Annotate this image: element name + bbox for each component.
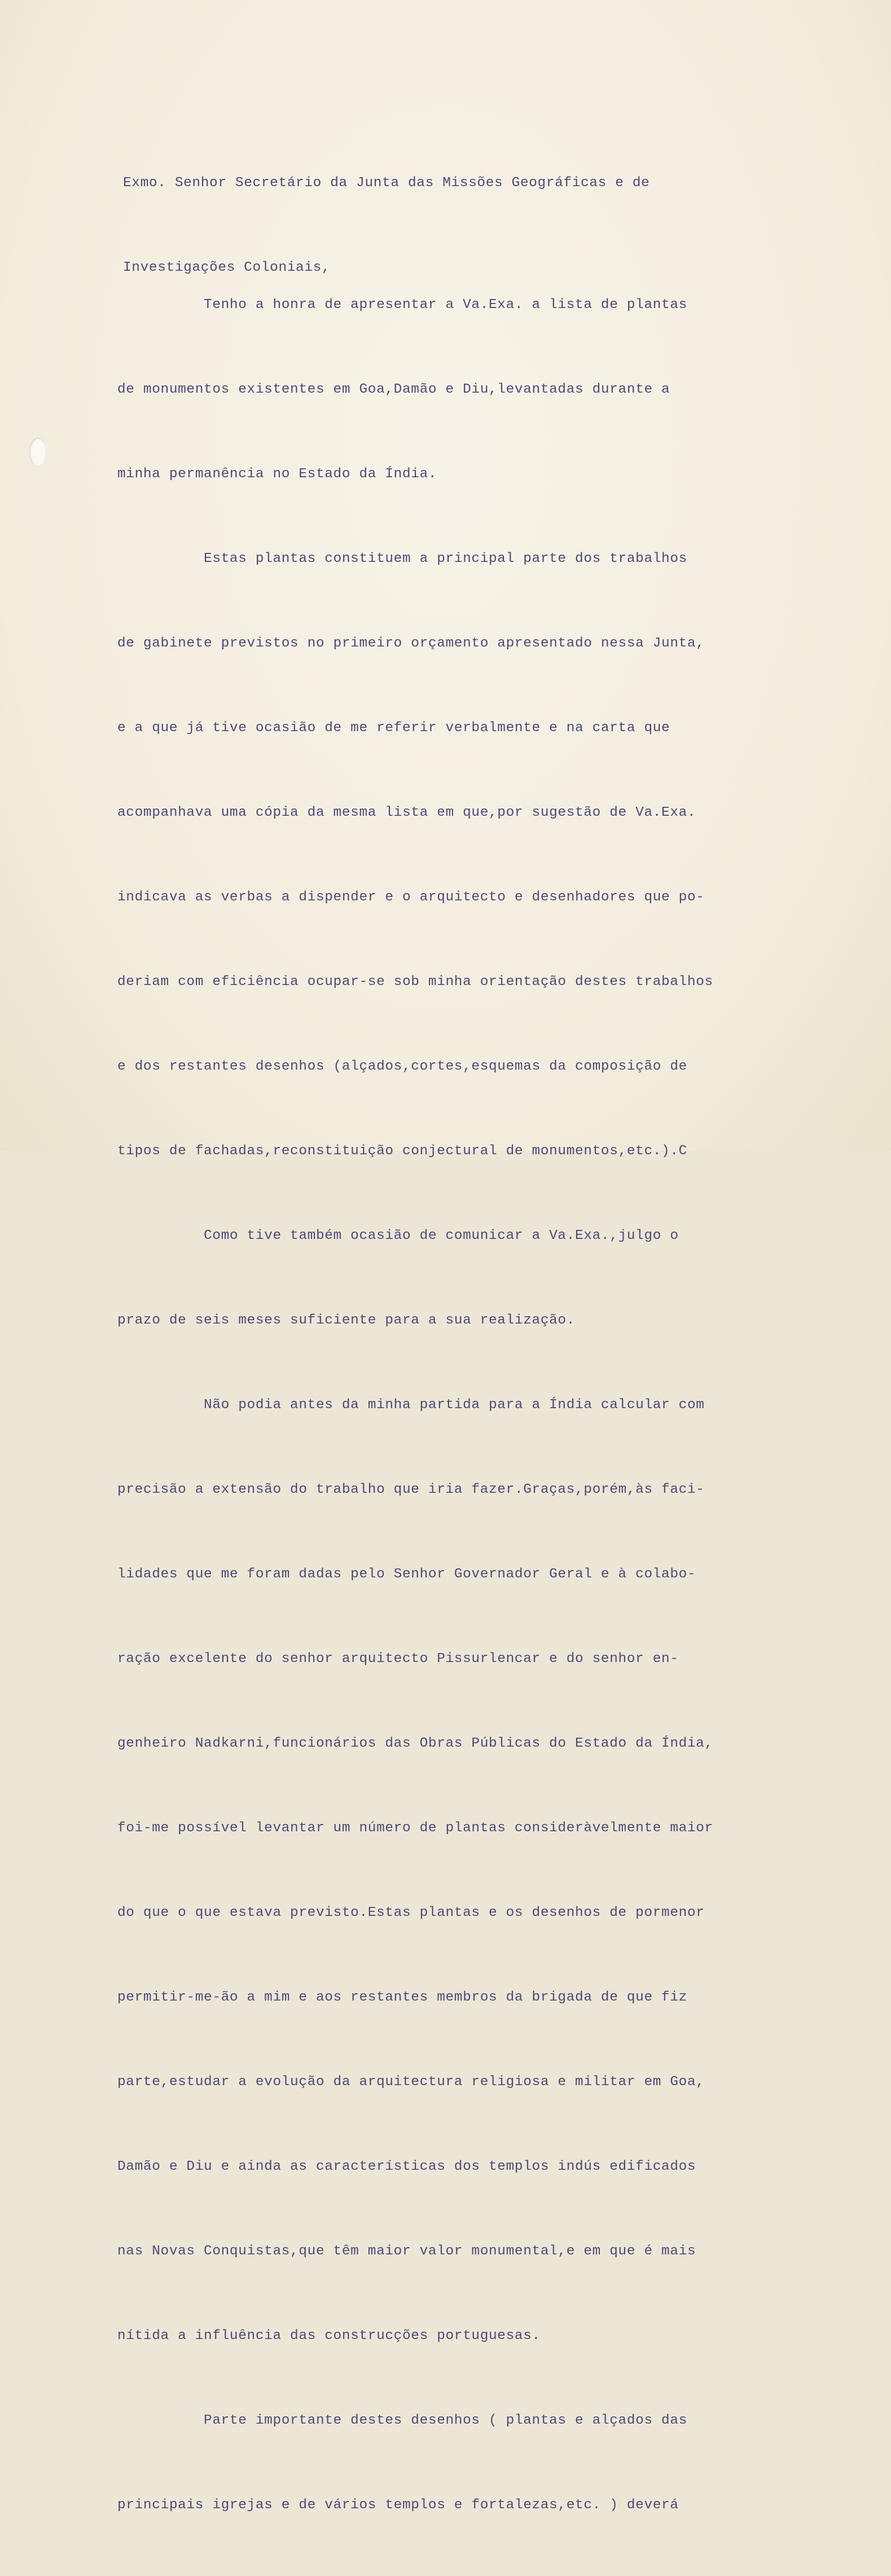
- body-line: Como tive também ocasião de comunicar a Va.Exa.,julgo o: [117, 1228, 679, 1243]
- body-line: nítida a influência das construcções portuguesas.: [117, 2328, 541, 2344]
- body-line: ração excelente do senhor arquitecto Pissurlencar e do senhor en-: [117, 1651, 679, 1667]
- body-line: tipos de fachadas,reconstituição conjectural de monumentos,etc.).C: [117, 1144, 687, 1159]
- body-line: acompanhava uma cópia da mesma lista em que,por sugestão de Va.Exa.: [117, 805, 696, 820]
- addressee-line: Investigações Coloniais,: [123, 260, 331, 275]
- body-line: Parte importante destes desenhos ( plantas e alçados das: [117, 2413, 687, 2428]
- body-line: genheiro Nadkarni,funcionários das Obras Públicas do Estado da Índia,: [117, 1736, 713, 1751]
- body-line: do que o que estava previsto.Estas plantas e os desenhos de pormenor: [117, 1905, 705, 1920]
- body-line: Não podia antes da minha partida para a Índia calcular com: [117, 1397, 705, 1413]
- body-line: e a que já tive ocasião de me referir verbalmente e na carta que: [117, 720, 670, 736]
- body-line: de gabinete previstos no primeiro orçamento apresentado nessa Junta,: [117, 636, 705, 651]
- body-line: deriam com eficiência ocupar-se sob minha orientação destes trabalhos: [117, 974, 713, 990]
- body-line: parte,estudar a evolução da arquitectura religiosa e militar em Goa,: [117, 2074, 705, 2090]
- letter-body: [117, 235, 713, 2576]
- body-line: minha permanência no Estado da Índia.: [117, 467, 437, 482]
- body-line: principais igrejas e de vários templos e fortalezas,etc. ) deverá: [117, 2498, 679, 2513]
- body-line: e dos restantes desenhos (alçados,cortes,esquemas da composição de: [117, 1059, 687, 1074]
- body-line: Estas plantas constituem a principal parte dos trabalhos: [117, 551, 687, 566]
- body-line: permitir-me-ão a mim e aos restantes membros da brigada de que fiz: [117, 1990, 687, 2005]
- body-line: lidades que me foram dadas pelo Senhor Governador Geral e à colabo-: [117, 1567, 696, 1582]
- body-line: indicava as verbas a dispender e o arquitecto e desenhadores que po-: [117, 890, 705, 905]
- body-line: prazo de seis meses suficiente para a sua realização.: [117, 1313, 576, 1328]
- body-line: Damão e Diu e ainda as características dos templos indús edificados: [117, 2159, 696, 2174]
- body-line: nas Novas Conquistas,que têm maior valor monumental,e em que é mais: [117, 2244, 696, 2259]
- body-line: de monumentos existentes em Goa,Damão e Diu,levantadas durante a: [117, 382, 670, 397]
- body-line: precisão a extensão do trabalho que iria fazer.Graças,porém,às faci-: [117, 1482, 705, 1497]
- addressee-line: Exmo. Senhor Secretário da Junta das Missões Geográficas e de: [123, 175, 650, 191]
- body-line: foi-me possível levantar um número de plantas consideràvelmente maior: [117, 1821, 713, 1836]
- punch-hole: [29, 438, 46, 466]
- body-line: Tenho a honra de apresentar a Va.Exa. a lista de plantas: [117, 297, 687, 313]
